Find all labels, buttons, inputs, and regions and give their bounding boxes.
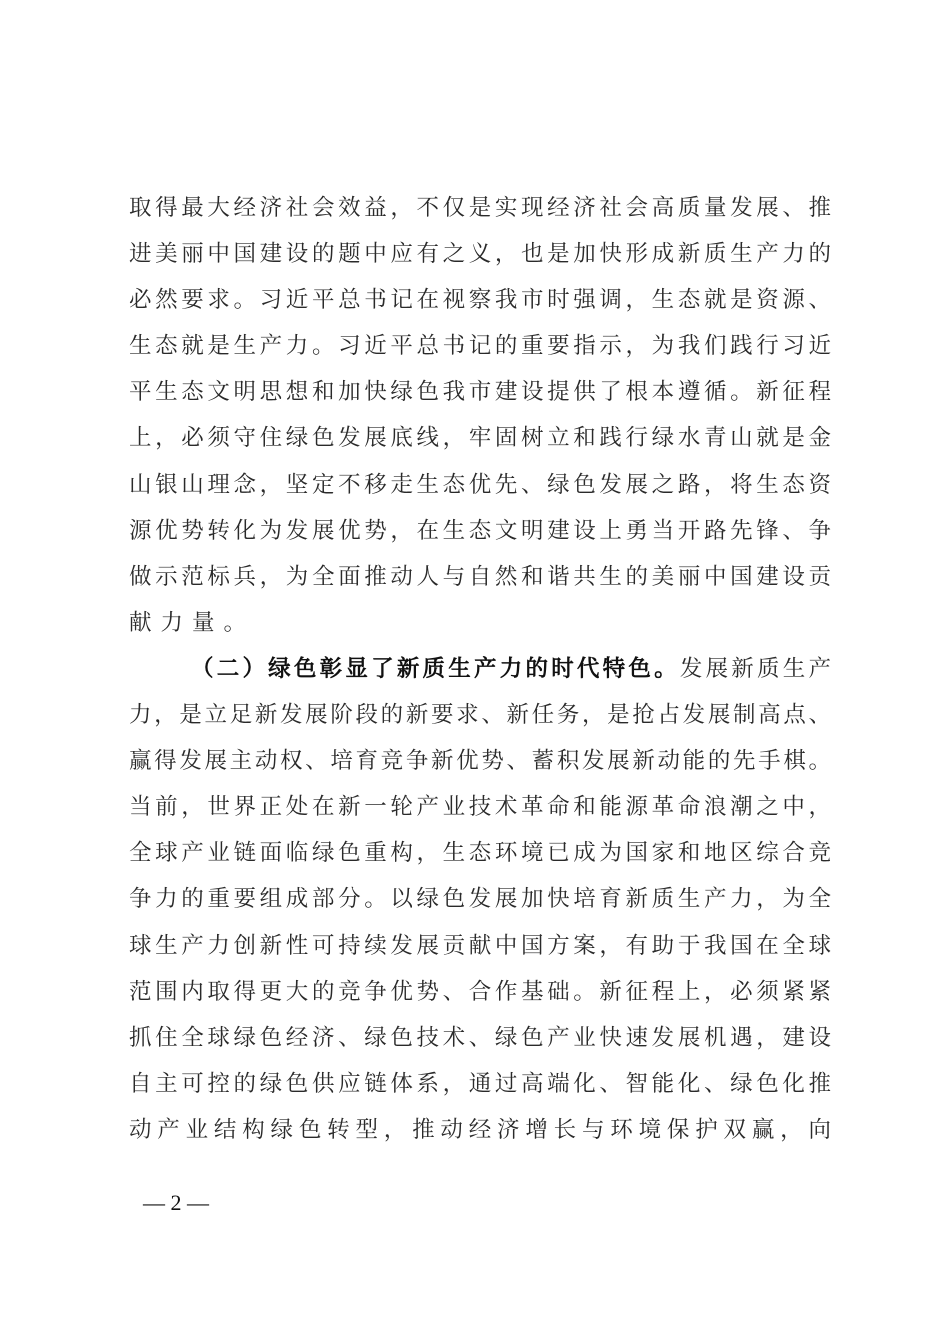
- text-line: 上，必须守住绿色发展底线，牢固树立和践行绿水青山就是金: [129, 425, 831, 452]
- section-heading-line: [129, 646, 831, 692]
- paragraph-1: [129, 185, 831, 646]
- text-line: 范围内取得更大的竞争优势、合作基础。新征程上，必须紧紧: [129, 978, 831, 1005]
- text-line: 动产业结构绿色转型，推动经济增长与环境保护双赢，向: [129, 1116, 831, 1143]
- text-line: 球生产力创新性可持续发展贡献中国方案，有助于我国在全球: [129, 932, 831, 959]
- text-line: 做示范标兵，为全面推动人与自然和谐共生的美丽中国建设贡: [129, 563, 831, 590]
- text-line: 抓住全球绿色经济、绿色技术、绿色产业快速发展机遇，建设: [129, 1024, 831, 1051]
- text-line: 平生态文明思想和加快绿色我市建设提供了根本遵循。新征程: [129, 379, 831, 406]
- paragraph-2: [129, 646, 831, 1153]
- text-line: 山银山理念，坚定不移走生态优先、绿色发展之路，将生态资: [129, 471, 831, 498]
- heading-continuation: 发展新质生产: [679, 655, 831, 682]
- text-line: 必然要求。习近平总书记在视察我市时强调，生态就是资源、: [129, 287, 831, 314]
- section-heading: （二）绿色彰显了新质生产力的时代特色。: [191, 655, 680, 682]
- text-line: 当前，世界正处在新一轮产业技术革命和能源革命浪潮之中，: [129, 794, 831, 821]
- text-line: 源优势转化为发展优势，在生态文明建设上勇当开路先锋、争: [129, 517, 831, 544]
- text-line: 取得最大经济社会效益，不仅是实现经济社会高质量发展、推: [129, 195, 831, 221]
- text-line: 进美丽中国建设的题中应有之义，也是加快形成新质生产力的: [129, 241, 831, 268]
- page-number: — 2 —: [143, 1190, 209, 1215]
- text-line: 争力的重要组成部分。以绿色发展加快培育新质生产力，为全: [129, 886, 831, 913]
- text-line: 赢得发展主动权、培育竞争新优势、蓄积发展新动能的先手棋。: [129, 748, 831, 775]
- text-line: 生态就是生产力。习近平总书记的重要指示，为我们践行习近: [129, 333, 831, 360]
- text-line: 力，是立足新发展阶段的新要求、新任务，是抢占发展制高点、: [129, 702, 831, 729]
- text-line: 全球产业链面临绿色重构，生态环境已成为国家和地区综合竞: [129, 840, 831, 867]
- body-text: [129, 185, 831, 1153]
- text-line: 献力量。: [129, 609, 256, 636]
- text-line: 自主可控的绿色供应链体系，通过高端化、智能化、绿色化推: [129, 1070, 831, 1097]
